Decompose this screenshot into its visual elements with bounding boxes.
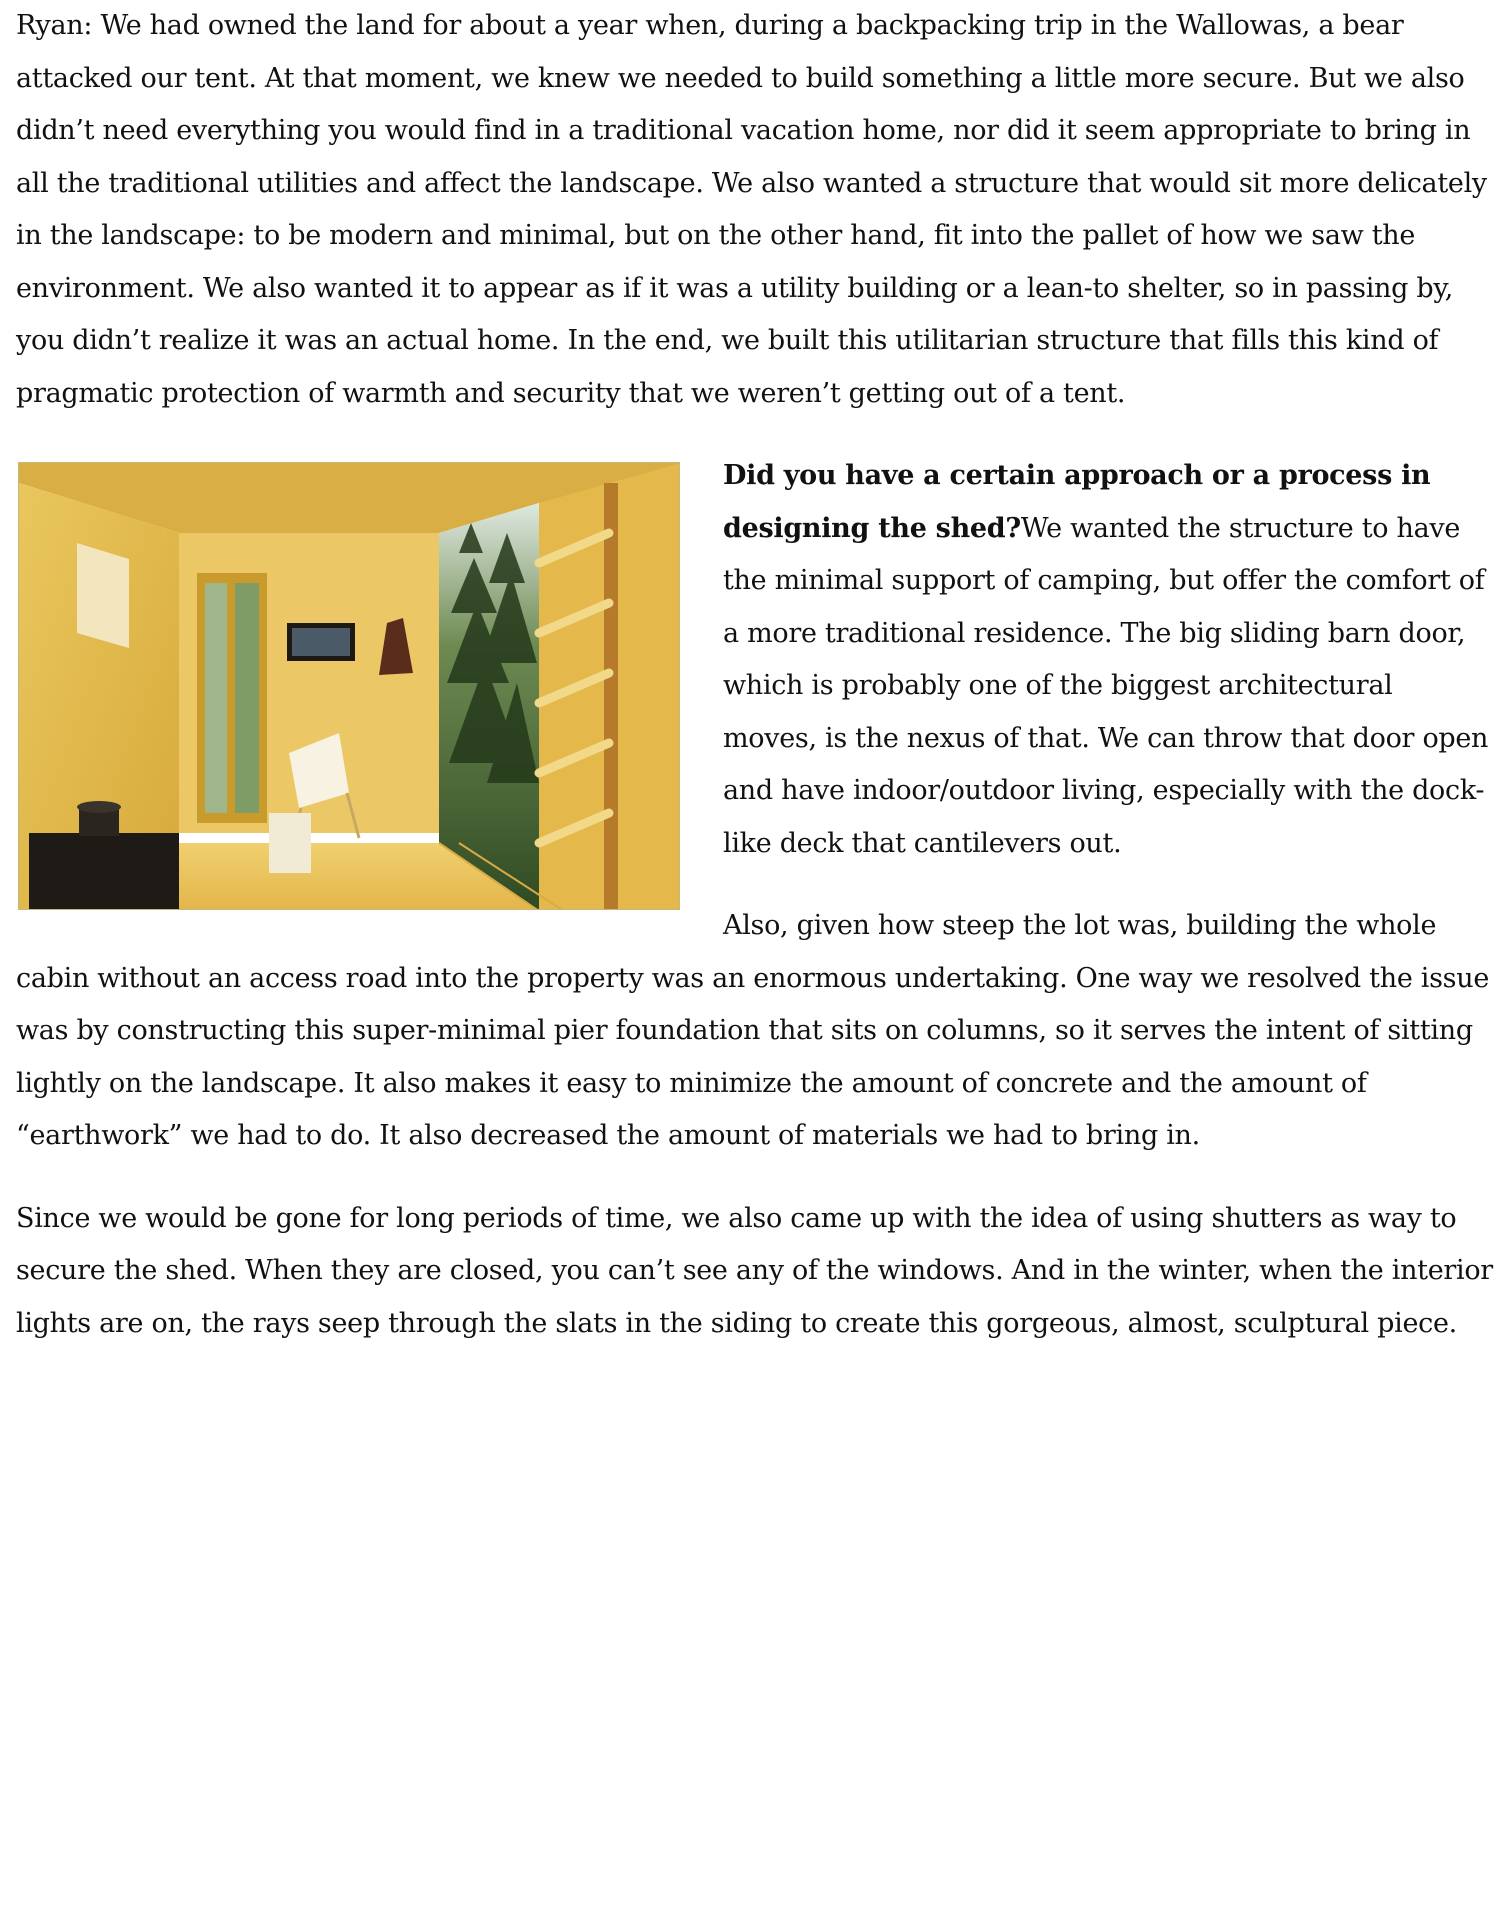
interview-answer: We wanted the structure to have the minimal support of camping, but offer the comfort of a more traditional residence. The big sliding barn door, which is probably one of the biggest architectural moves, is the nexus of that. We can throw that door open and have indoor/outdoor living, especially with the dock-like deck that cantilevers out. [723, 512, 1489, 859]
paragraph-foundation: Also, given how steep the lot was, building the whole cabin without an access road into the property was an enormous undertaking. One way we resolved the issue was by constructing this super-minimal pier foundation that sits on columns, so it serves the intent of sitting lightly on the landscape. It also makes it easy to minimize the amount of concrete and the amount of “earthwork” we had to do. It also decreased the amount of materials we had to bring in. [16, 910, 1489, 1151]
paragraph-spacer [16, 1163, 1494, 1193]
paragraph-shutters: Since we would be gone for long periods of time, we also came up with the idea of using shutters as way to secure the shed. When they are closed, you can’t see any of the windows. And in the winter, when the interior lights are on, the rays seep through the slats in the siding to create this gorgeous, almost, sculptural piece. [16, 1202, 1493, 1339]
article-body [16, 0, 1494, 1350]
cabin-interior-photo [18, 462, 680, 910]
interview-question: Did you have a certain approach or a process in designing the shed? [723, 460, 1431, 544]
paragraph-intro: Ryan: We had owned the land for about a year when, during a backpacking trip in the Wallowas, a bear attacked our tent. At that moment, we knew we needed to build something a little more secure. But we also didn’t need everything you would find in a traditional vacation home, nor did it seem appropriate to bring in all the traditional utilities and affect the landscape. We also wanted a structure that would sit more delicately in the landscape: to be modern and minimal, but on the other hand, fit into the pallet of how we saw the environment. We also wanted it to appear as if it was a utility building or a lean-to shelter, so in passing by, you didn’t realize it was an actual home. In the end, we built this utilitarian structure that fills this kind of pragmatic protection of warmth and security that we weren’t getting out of a tent. [16, 10, 1487, 409]
paragraph-spacer [16, 420, 1494, 450]
